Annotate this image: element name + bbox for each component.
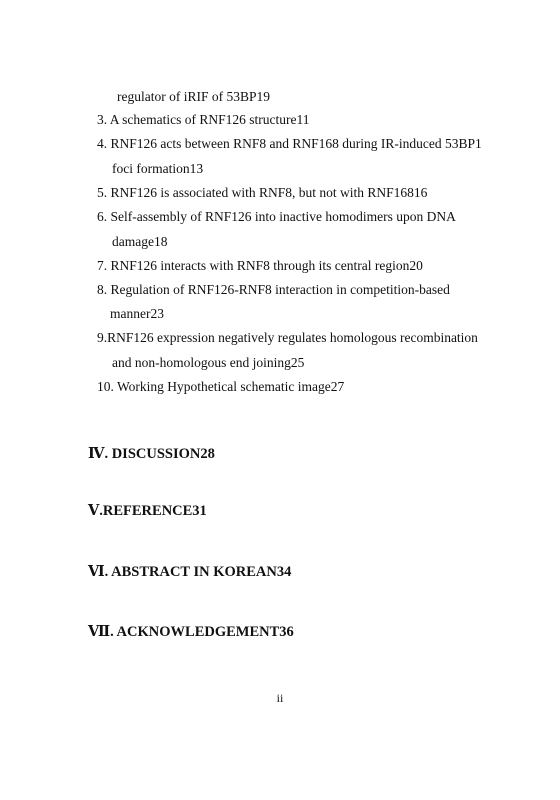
section-heading-acknowledgement: Ⅶ. ACKNOWLEDGEMENT36 — [88, 624, 294, 640]
toc-entry-continuation: damage18 — [112, 234, 168, 249]
toc-entry-continuation: and non-homologous end joining25 — [112, 355, 305, 370]
toc-entry: 8. Regulation of RNF126-RNF8 interaction in competition-based — [97, 282, 450, 297]
page-number: ii — [276, 691, 284, 705]
section-heading-discussion: Ⅳ. DISCUSSION28 — [88, 446, 215, 462]
toc-entry: 5. RNF126 is associated with RNF8, but not with RNF16816 — [97, 185, 428, 200]
toc-entry: 7. RNF126 interacts with RNF8 through its central region20 — [97, 258, 423, 273]
toc-entry-continuation: manner23 — [110, 306, 164, 321]
toc-entry: 9.RNF126 expression negatively regulates homologous recombination — [97, 330, 478, 345]
toc-entry: 10. Working Hypothetical schematic image27 — [97, 379, 345, 394]
section-heading-reference: Ⅴ.REFERENCE31 — [88, 503, 207, 519]
toc-entry-continuation: regulator of iRIF of 53BP19 — [117, 89, 270, 104]
toc-entry: 4. RNF126 acts between RNF8 and RNF168 during IR-induced 53BP1 — [97, 136, 482, 151]
section-heading-abstract-korean: Ⅵ. ABSTRACT IN KOREAN34 — [88, 564, 292, 580]
toc-entry-continuation: foci formation13 — [112, 161, 204, 176]
toc-entry: 3. A schematics of RNF126 structure11 — [97, 112, 310, 127]
toc-entry: 6. Self-assembly of RNF126 into inactive homodimers upon DNA — [97, 209, 456, 224]
